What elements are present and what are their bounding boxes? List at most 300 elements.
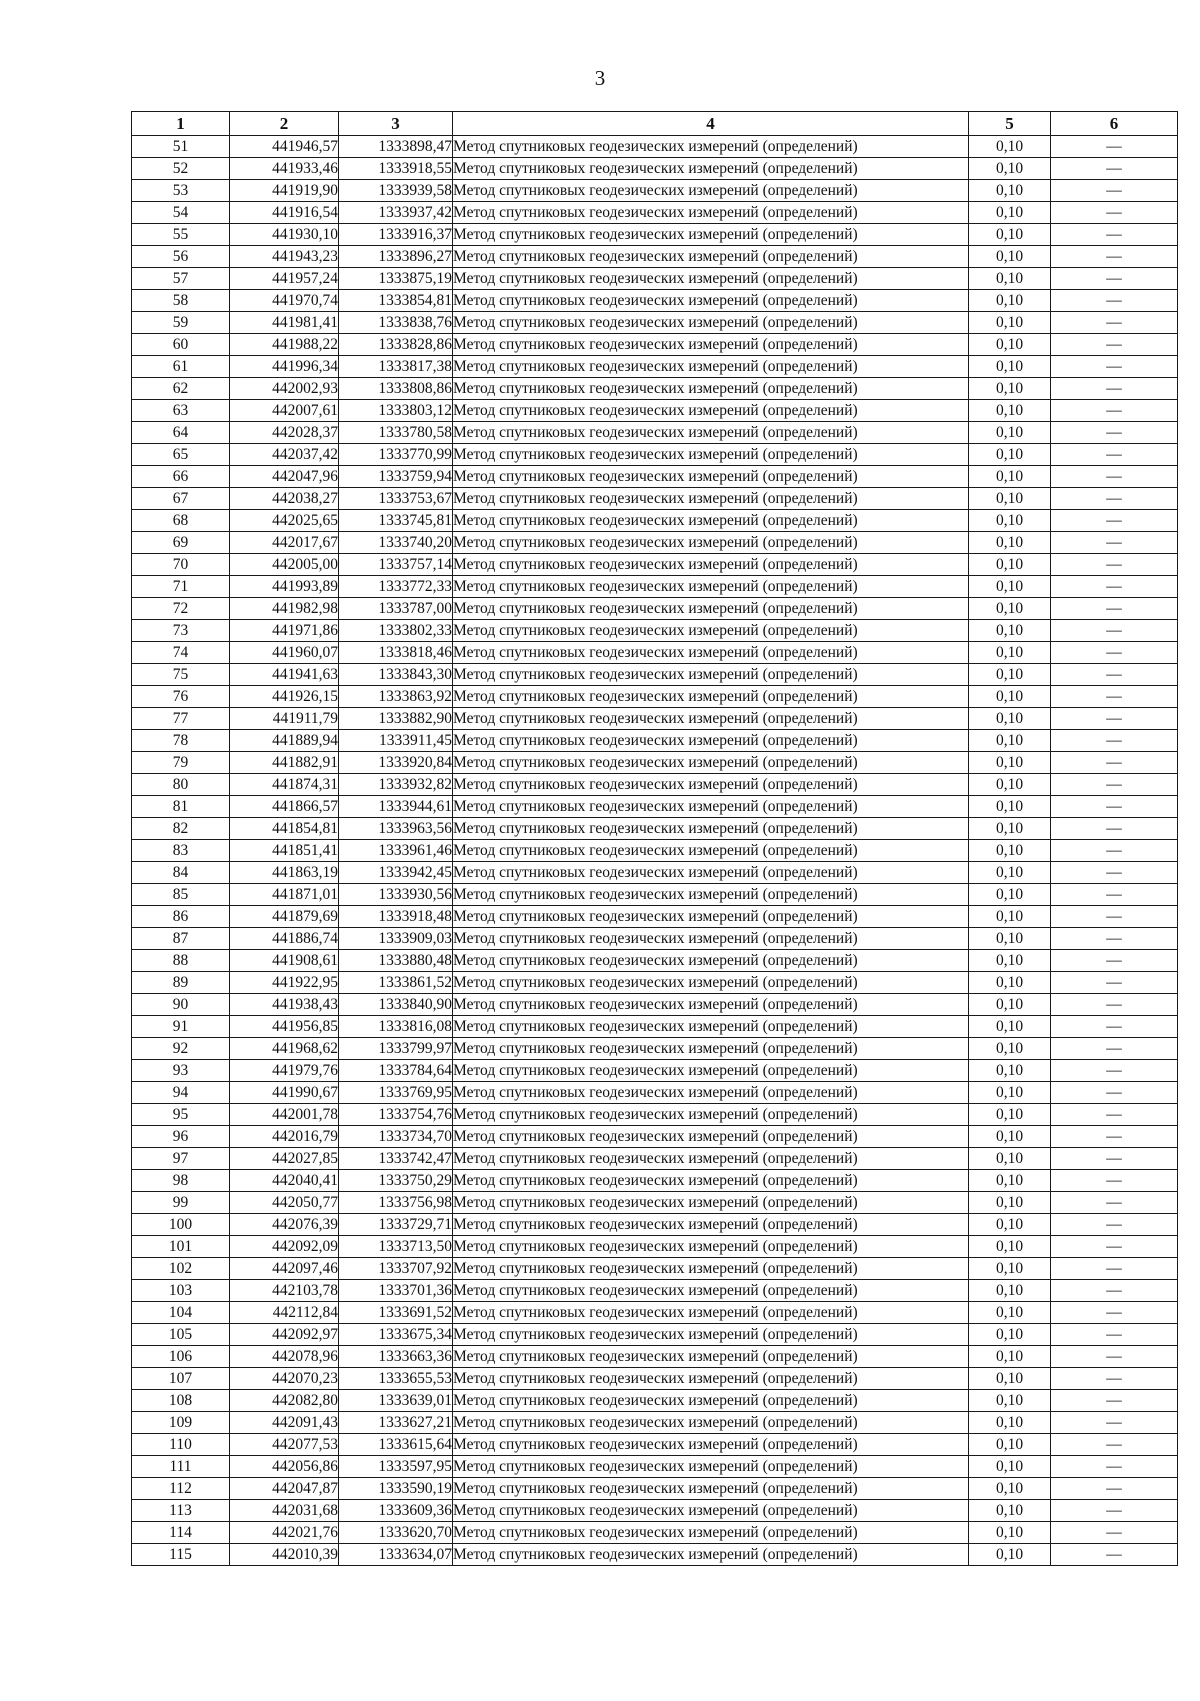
- table-row: [132, 950, 1178, 972]
- y-coordinate-cell: 1333932,82: [339, 774, 453, 796]
- description-cell: —: [1051, 708, 1178, 730]
- point-number-cell: 102: [132, 1258, 230, 1280]
- table-row: [132, 1082, 1178, 1104]
- x-coordinate-cell: 441863,19: [230, 862, 339, 884]
- point-number-cell: 108: [132, 1390, 230, 1412]
- table-row: [132, 532, 1178, 554]
- x-coordinate-cell: 441996,34: [230, 356, 339, 378]
- y-coordinate-cell: 1333843,30: [339, 664, 453, 686]
- description-cell: —: [1051, 730, 1178, 752]
- y-coordinate-cell: 1333816,08: [339, 1016, 453, 1038]
- description-cell: —: [1051, 1390, 1178, 1412]
- accuracy-cell: 0,10: [969, 752, 1051, 774]
- y-coordinate-cell: 1333675,34: [339, 1324, 453, 1346]
- y-coordinate-cell: 1333713,50: [339, 1236, 453, 1258]
- accuracy-cell: 0,10: [969, 422, 1051, 444]
- description-cell: —: [1051, 1324, 1178, 1346]
- accuracy-cell: 0,10: [969, 928, 1051, 950]
- accuracy-cell: 0,10: [969, 444, 1051, 466]
- table-row: [132, 1038, 1178, 1060]
- table-row: [132, 1544, 1178, 1566]
- method-cell: Метод спутниковых геодезических измерений (определений): [453, 752, 969, 774]
- column-header: 1: [132, 112, 230, 136]
- accuracy-cell: 0,10: [969, 796, 1051, 818]
- y-coordinate-cell: 1333597,95: [339, 1456, 453, 1478]
- table-row: [132, 1148, 1178, 1170]
- description-cell: —: [1051, 334, 1178, 356]
- method-cell: Метод спутниковых геодезических измерений (определений): [453, 1258, 969, 1280]
- accuracy-cell: 0,10: [969, 488, 1051, 510]
- point-number-cell: 68: [132, 510, 230, 532]
- x-coordinate-cell: 442092,97: [230, 1324, 339, 1346]
- point-number-cell: 78: [132, 730, 230, 752]
- description-cell: —: [1051, 180, 1178, 202]
- method-cell: Метод спутниковых геодезических измерений (определений): [453, 928, 969, 950]
- x-coordinate-cell: 442007,61: [230, 400, 339, 422]
- accuracy-cell: 0,10: [969, 378, 1051, 400]
- table-header-row: [132, 112, 1178, 136]
- description-cell: —: [1051, 1302, 1178, 1324]
- point-number-cell: 90: [132, 994, 230, 1016]
- accuracy-cell: 0,10: [969, 1434, 1051, 1456]
- method-cell: Метод спутниковых геодезических измерений (определений): [453, 224, 969, 246]
- x-coordinate-cell: 442077,53: [230, 1434, 339, 1456]
- method-cell: Метод спутниковых геодезических измерений (определений): [453, 1434, 969, 1456]
- method-cell: Метод спутниковых геодезических измерений (определений): [453, 774, 969, 796]
- y-coordinate-cell: 1333769,95: [339, 1082, 453, 1104]
- point-number-cell: 114: [132, 1522, 230, 1544]
- y-coordinate-cell: 1333620,70: [339, 1522, 453, 1544]
- description-cell: —: [1051, 312, 1178, 334]
- accuracy-cell: 0,10: [969, 1368, 1051, 1390]
- y-coordinate-cell: 1333882,90: [339, 708, 453, 730]
- table-row: [132, 400, 1178, 422]
- x-coordinate-cell: 442002,93: [230, 378, 339, 400]
- method-cell: Метод спутниковых геодезических измерений (определений): [453, 1522, 969, 1544]
- point-number-cell: 109: [132, 1412, 230, 1434]
- table-row: [132, 598, 1178, 620]
- description-cell: —: [1051, 620, 1178, 642]
- description-cell: —: [1051, 532, 1178, 554]
- table-row: [132, 818, 1178, 840]
- method-cell: Метод спутниковых геодезических измерений (определений): [453, 708, 969, 730]
- description-cell: —: [1051, 1456, 1178, 1478]
- method-cell: Метод спутниковых геодезических измерений (определений): [453, 1082, 969, 1104]
- method-cell: Метод спутниковых геодезических измерений (определений): [453, 1302, 969, 1324]
- method-cell: Метод спутниковых геодезических измерений (определений): [453, 1104, 969, 1126]
- method-cell: Метод спутниковых геодезических измерений (определений): [453, 246, 969, 268]
- point-number-cell: 88: [132, 950, 230, 972]
- description-cell: —: [1051, 950, 1178, 972]
- x-coordinate-cell: 441866,57: [230, 796, 339, 818]
- y-coordinate-cell: 1333753,67: [339, 488, 453, 510]
- accuracy-cell: 0,10: [969, 1346, 1051, 1368]
- method-cell: Метод спутниковых геодезических измерений (определений): [453, 620, 969, 642]
- point-number-cell: 62: [132, 378, 230, 400]
- description-cell: —: [1051, 862, 1178, 884]
- x-coordinate-cell: 441889,94: [230, 730, 339, 752]
- accuracy-cell: 0,10: [969, 532, 1051, 554]
- table-row: [132, 796, 1178, 818]
- x-coordinate-cell: 441851,41: [230, 840, 339, 862]
- accuracy-cell: 0,10: [969, 1060, 1051, 1082]
- method-cell: Метод спутниковых геодезических измерений (определений): [453, 1478, 969, 1500]
- accuracy-cell: 0,10: [969, 290, 1051, 312]
- method-cell: Метод спутниковых геодезических измерений (определений): [453, 1500, 969, 1522]
- table-row: [132, 884, 1178, 906]
- x-coordinate-cell: 442031,68: [230, 1500, 339, 1522]
- y-coordinate-cell: 1333898,47: [339, 136, 453, 158]
- method-cell: Метод спутниковых геодезических измерений (определений): [453, 1038, 969, 1060]
- x-coordinate-cell: 442005,00: [230, 554, 339, 576]
- x-coordinate-cell: 442017,67: [230, 532, 339, 554]
- point-number-cell: 111: [132, 1456, 230, 1478]
- table-row: [132, 972, 1178, 994]
- point-number-cell: 99: [132, 1192, 230, 1214]
- point-number-cell: 83: [132, 840, 230, 862]
- table-row: [132, 1192, 1178, 1214]
- table-row: [132, 554, 1178, 576]
- table-row: [132, 510, 1178, 532]
- accuracy-cell: 0,10: [969, 180, 1051, 202]
- point-number-cell: 112: [132, 1478, 230, 1500]
- x-coordinate-cell: 441956,85: [230, 1016, 339, 1038]
- y-coordinate-cell: 1333911,45: [339, 730, 453, 752]
- description-cell: —: [1051, 1258, 1178, 1280]
- accuracy-cell: 0,10: [969, 862, 1051, 884]
- table-row: [132, 1016, 1178, 1038]
- table-row: [132, 202, 1178, 224]
- accuracy-cell: 0,10: [969, 1456, 1051, 1478]
- x-coordinate-cell: 441938,43: [230, 994, 339, 1016]
- method-cell: Метод спутниковых геодезических измерений (определений): [453, 1126, 969, 1148]
- table-row: [132, 422, 1178, 444]
- description-cell: —: [1051, 598, 1178, 620]
- table-row: [132, 1324, 1178, 1346]
- y-coordinate-cell: 1333655,53: [339, 1368, 453, 1390]
- y-coordinate-cell: 1333930,56: [339, 884, 453, 906]
- table-row: [132, 708, 1178, 730]
- y-coordinate-cell: 1333750,29: [339, 1170, 453, 1192]
- x-coordinate-cell: 442056,86: [230, 1456, 339, 1478]
- description-cell: —: [1051, 1478, 1178, 1500]
- point-number-cell: 81: [132, 796, 230, 818]
- accuracy-cell: 0,10: [969, 466, 1051, 488]
- x-coordinate-cell: 442070,23: [230, 1368, 339, 1390]
- method-cell: Метод спутниковых геодезических измерений (определений): [453, 1148, 969, 1170]
- x-coordinate-cell: 441990,67: [230, 1082, 339, 1104]
- method-cell: Метод спутниковых геодезических измерений (определений): [453, 444, 969, 466]
- point-number-cell: 64: [132, 422, 230, 444]
- method-cell: Метод спутниковых геодезических измерений (определений): [453, 312, 969, 334]
- description-cell: —: [1051, 1148, 1178, 1170]
- y-coordinate-cell: 1333590,19: [339, 1478, 453, 1500]
- table-row: [132, 1390, 1178, 1412]
- method-cell: Метод спутниковых геодезических измерений (определений): [453, 1368, 969, 1390]
- accuracy-cell: 0,10: [969, 664, 1051, 686]
- point-number-cell: 51: [132, 136, 230, 158]
- accuracy-cell: 0,10: [969, 642, 1051, 664]
- accuracy-cell: 0,10: [969, 1192, 1051, 1214]
- description-cell: —: [1051, 906, 1178, 928]
- point-number-cell: 110: [132, 1434, 230, 1456]
- table-row: [132, 444, 1178, 466]
- point-number-cell: 82: [132, 818, 230, 840]
- method-cell: Метод спутниковых геодезических измерений (определений): [453, 488, 969, 510]
- y-coordinate-cell: 1333817,38: [339, 356, 453, 378]
- description-cell: —: [1051, 796, 1178, 818]
- method-cell: Метод спутниковых геодезических измерений (определений): [453, 400, 969, 422]
- y-coordinate-cell: 1333740,20: [339, 532, 453, 554]
- point-number-cell: 106: [132, 1346, 230, 1368]
- accuracy-cell: 0,10: [969, 708, 1051, 730]
- method-cell: Метод спутниковых геодезических измерений (определений): [453, 334, 969, 356]
- method-cell: Метод спутниковых геодезических измерений (определений): [453, 356, 969, 378]
- description-cell: —: [1051, 1038, 1178, 1060]
- y-coordinate-cell: 1333701,36: [339, 1280, 453, 1302]
- method-cell: Метод спутниковых геодезических измерений (определений): [453, 884, 969, 906]
- description-cell: —: [1051, 510, 1178, 532]
- point-number-cell: 89: [132, 972, 230, 994]
- description-cell: —: [1051, 1412, 1178, 1434]
- method-cell: Метод спутниковых геодезических измерений (определений): [453, 664, 969, 686]
- table-row: [132, 466, 1178, 488]
- table-row: [132, 158, 1178, 180]
- table-row: [132, 906, 1178, 928]
- x-coordinate-cell: 441854,81: [230, 818, 339, 840]
- accuracy-cell: 0,10: [969, 1478, 1051, 1500]
- accuracy-cell: 0,10: [969, 136, 1051, 158]
- point-number-cell: 96: [132, 1126, 230, 1148]
- description-cell: —: [1051, 136, 1178, 158]
- description-cell: —: [1051, 928, 1178, 950]
- method-cell: Метод спутниковых геодезических измерений (определений): [453, 862, 969, 884]
- table-body: [132, 136, 1178, 1566]
- table-row: [132, 1126, 1178, 1148]
- point-number-cell: 85: [132, 884, 230, 906]
- x-coordinate-cell: 441926,15: [230, 686, 339, 708]
- accuracy-cell: 0,10: [969, 356, 1051, 378]
- method-cell: Метод спутниковых геодезических измерений (определений): [453, 1170, 969, 1192]
- point-number-cell: 60: [132, 334, 230, 356]
- point-number-cell: 87: [132, 928, 230, 950]
- table-row: [132, 1170, 1178, 1192]
- point-number-cell: 57: [132, 268, 230, 290]
- accuracy-cell: 0,10: [969, 554, 1051, 576]
- description-cell: —: [1051, 444, 1178, 466]
- table-row: [132, 378, 1178, 400]
- table-row: [132, 224, 1178, 246]
- description-cell: —: [1051, 1280, 1178, 1302]
- x-coordinate-cell: 441960,07: [230, 642, 339, 664]
- point-number-cell: 93: [132, 1060, 230, 1082]
- accuracy-cell: 0,10: [969, 1280, 1051, 1302]
- description-cell: —: [1051, 972, 1178, 994]
- accuracy-cell: 0,10: [969, 1170, 1051, 1192]
- coordinates-table: [131, 111, 1178, 1566]
- method-cell: Метод спутниковых геодезических измерений (определений): [453, 532, 969, 554]
- description-cell: —: [1051, 994, 1178, 1016]
- accuracy-cell: 0,10: [969, 268, 1051, 290]
- table-row: [132, 576, 1178, 598]
- table-row: [132, 642, 1178, 664]
- y-coordinate-cell: 1333615,64: [339, 1434, 453, 1456]
- y-coordinate-cell: 1333920,84: [339, 752, 453, 774]
- point-number-cell: 104: [132, 1302, 230, 1324]
- method-cell: Метод спутниковых геодезических измерений (определений): [453, 642, 969, 664]
- accuracy-cell: 0,10: [969, 1302, 1051, 1324]
- y-coordinate-cell: 1333787,00: [339, 598, 453, 620]
- accuracy-cell: 0,10: [969, 598, 1051, 620]
- method-cell: Метод спутниковых геодезических измерений (определений): [453, 378, 969, 400]
- y-coordinate-cell: 1333770,99: [339, 444, 453, 466]
- point-number-cell: 54: [132, 202, 230, 224]
- point-number-cell: 73: [132, 620, 230, 642]
- column-header: 2: [230, 112, 339, 136]
- method-cell: Метод спутниковых геодезических измерений (определений): [453, 1390, 969, 1412]
- x-coordinate-cell: 441933,46: [230, 158, 339, 180]
- y-coordinate-cell: 1333734,70: [339, 1126, 453, 1148]
- x-coordinate-cell: 442021,76: [230, 1522, 339, 1544]
- x-coordinate-cell: 441941,63: [230, 664, 339, 686]
- point-number-cell: 100: [132, 1214, 230, 1236]
- y-coordinate-cell: 1333754,76: [339, 1104, 453, 1126]
- x-coordinate-cell: 442050,77: [230, 1192, 339, 1214]
- point-number-cell: 63: [132, 400, 230, 422]
- x-coordinate-cell: 442097,46: [230, 1258, 339, 1280]
- description-cell: —: [1051, 422, 1178, 444]
- accuracy-cell: 0,10: [969, 1038, 1051, 1060]
- method-cell: Метод спутниковых геодезических измерений (определений): [453, 950, 969, 972]
- description-cell: —: [1051, 1368, 1178, 1390]
- accuracy-cell: 0,10: [969, 334, 1051, 356]
- accuracy-cell: 0,10: [969, 1082, 1051, 1104]
- x-coordinate-cell: 441919,90: [230, 180, 339, 202]
- accuracy-cell: 0,10: [969, 1500, 1051, 1522]
- method-cell: Метод спутниковых геодезических измерений (определений): [453, 422, 969, 444]
- method-cell: Метод спутниковых геодезических измерений (определений): [453, 290, 969, 312]
- x-coordinate-cell: 442010,39: [230, 1544, 339, 1566]
- y-coordinate-cell: 1333780,58: [339, 422, 453, 444]
- method-cell: Метод спутниковых геодезических измерений (определений): [453, 1456, 969, 1478]
- description-cell: —: [1051, 290, 1178, 312]
- point-number-cell: 67: [132, 488, 230, 510]
- y-coordinate-cell: 1333854,81: [339, 290, 453, 312]
- accuracy-cell: 0,10: [969, 158, 1051, 180]
- accuracy-cell: 0,10: [969, 400, 1051, 422]
- description-cell: —: [1051, 642, 1178, 664]
- point-number-cell: 86: [132, 906, 230, 928]
- point-number-cell: 58: [132, 290, 230, 312]
- description-cell: —: [1051, 664, 1178, 686]
- point-number-cell: 69: [132, 532, 230, 554]
- y-coordinate-cell: 1333838,76: [339, 312, 453, 334]
- point-number-cell: 91: [132, 1016, 230, 1038]
- description-cell: —: [1051, 158, 1178, 180]
- description-cell: —: [1051, 224, 1178, 246]
- x-coordinate-cell: 441993,89: [230, 576, 339, 598]
- y-coordinate-cell: 1333896,27: [339, 246, 453, 268]
- y-coordinate-cell: 1333875,19: [339, 268, 453, 290]
- description-cell: —: [1051, 686, 1178, 708]
- y-coordinate-cell: 1333909,03: [339, 928, 453, 950]
- point-number-cell: 84: [132, 862, 230, 884]
- x-coordinate-cell: 441946,57: [230, 136, 339, 158]
- table-row: [132, 246, 1178, 268]
- table-row: [132, 1500, 1178, 1522]
- table-row: [132, 1368, 1178, 1390]
- point-number-cell: 77: [132, 708, 230, 730]
- point-number-cell: 98: [132, 1170, 230, 1192]
- x-coordinate-cell: 442076,39: [230, 1214, 339, 1236]
- point-number-cell: 103: [132, 1280, 230, 1302]
- table-row: [132, 1104, 1178, 1126]
- x-coordinate-cell: 441911,79: [230, 708, 339, 730]
- column-header: 6: [1051, 112, 1178, 136]
- table-row: [132, 268, 1178, 290]
- point-number-cell: 92: [132, 1038, 230, 1060]
- accuracy-cell: 0,10: [969, 1544, 1051, 1566]
- table-row: [132, 1346, 1178, 1368]
- method-cell: Метод спутниковых геодезических измерений (определений): [453, 510, 969, 532]
- method-cell: Метод спутниковых геодезических измерений (определений): [453, 466, 969, 488]
- description-cell: —: [1051, 268, 1178, 290]
- method-cell: Метод спутниковых геодезических измерений (определений): [453, 554, 969, 576]
- x-coordinate-cell: 441916,54: [230, 202, 339, 224]
- accuracy-cell: 0,10: [969, 950, 1051, 972]
- y-coordinate-cell: 1333818,46: [339, 642, 453, 664]
- y-coordinate-cell: 1333961,46: [339, 840, 453, 862]
- y-coordinate-cell: 1333627,21: [339, 1412, 453, 1434]
- y-coordinate-cell: 1333757,14: [339, 554, 453, 576]
- method-cell: Метод спутниковых геодезических измерений (определений): [453, 158, 969, 180]
- column-header: 3: [339, 112, 453, 136]
- method-cell: Метод спутниковых геодезических измерений (определений): [453, 1060, 969, 1082]
- method-cell: Метод спутниковых геодезических измерений (определений): [453, 1324, 969, 1346]
- table-row: [132, 664, 1178, 686]
- method-cell: Метод спутниковых геодезических измерений (определений): [453, 202, 969, 224]
- table-row: [132, 1302, 1178, 1324]
- x-coordinate-cell: 441879,69: [230, 906, 339, 928]
- table-row: [132, 1412, 1178, 1434]
- method-cell: Метод спутниковых геодезических измерений (определений): [453, 730, 969, 752]
- y-coordinate-cell: 1333745,81: [339, 510, 453, 532]
- description-cell: —: [1051, 1522, 1178, 1544]
- accuracy-cell: 0,10: [969, 1258, 1051, 1280]
- y-coordinate-cell: 1333663,36: [339, 1346, 453, 1368]
- accuracy-cell: 0,10: [969, 774, 1051, 796]
- accuracy-cell: 0,10: [969, 972, 1051, 994]
- method-cell: Метод спутниковых геодезических измерений (определений): [453, 972, 969, 994]
- x-coordinate-cell: 442016,79: [230, 1126, 339, 1148]
- method-cell: Метод спутниковых геодезических измерений (определений): [453, 906, 969, 928]
- accuracy-cell: 0,10: [969, 1148, 1051, 1170]
- description-cell: —: [1051, 1170, 1178, 1192]
- point-number-cell: 66: [132, 466, 230, 488]
- accuracy-cell: 0,10: [969, 840, 1051, 862]
- accuracy-cell: 0,10: [969, 1412, 1051, 1434]
- y-coordinate-cell: 1333759,94: [339, 466, 453, 488]
- point-number-cell: 107: [132, 1368, 230, 1390]
- y-coordinate-cell: 1333609,36: [339, 1500, 453, 1522]
- description-cell: —: [1051, 1082, 1178, 1104]
- description-cell: —: [1051, 466, 1178, 488]
- x-coordinate-cell: 442037,42: [230, 444, 339, 466]
- page-number: 3: [594, 66, 606, 90]
- table-row: [132, 862, 1178, 884]
- table-row: [132, 356, 1178, 378]
- table-row: [132, 290, 1178, 312]
